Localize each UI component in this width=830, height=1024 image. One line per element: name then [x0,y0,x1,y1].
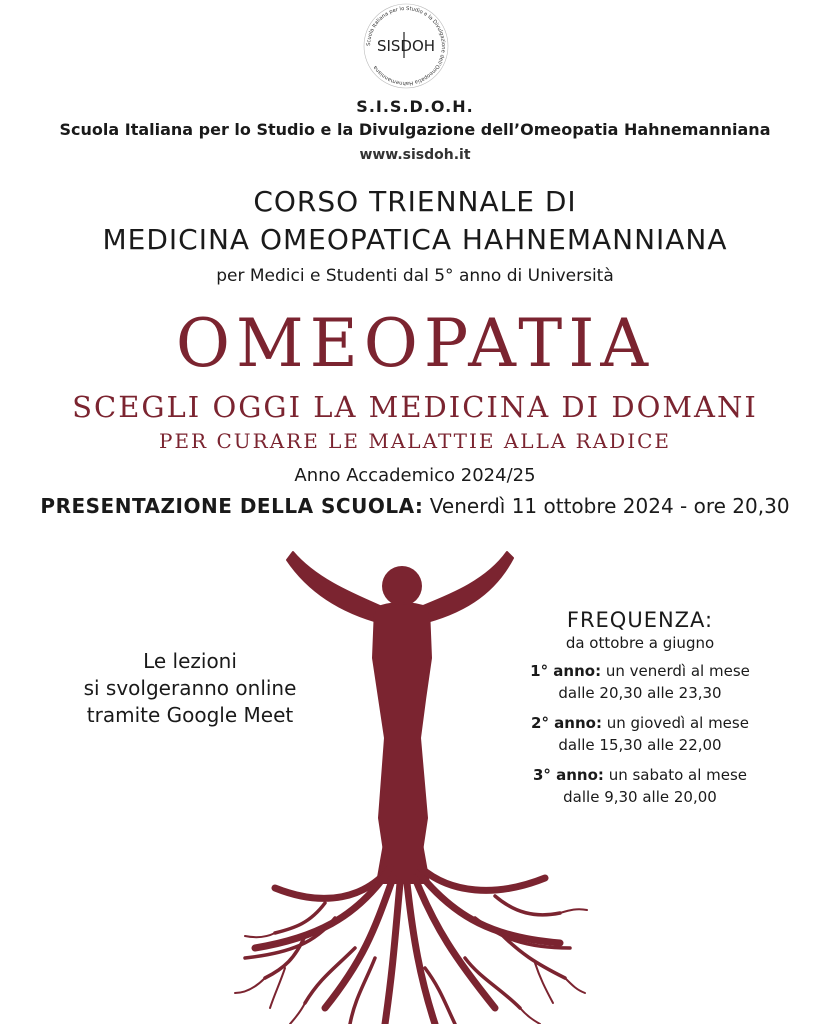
frequency-year-1 [510,660,770,704]
frequency-year-3 [510,764,770,808]
presentation-line [0,494,830,518]
year-hours: dalle 15,30 alle 22,00 [558,736,722,754]
lessons-line2: si svolgeranno online [83,676,297,700]
org-website-link[interactable]: www.sisdoh.it [359,147,471,163]
presentation-label: PRESENTAZIONE DELLA SCUOLA: [40,494,424,518]
year-label: 3° anno: [532,766,604,784]
year-when: un giovedì al mese [601,714,749,732]
course-title-line2: MEDICINA OMEOPATICA HAHNEMANNIANA [102,223,728,256]
org-acronym: S.I.S.D.O.H. [356,97,474,116]
lessons-info [70,648,310,729]
lessons-line1: Le lezioni [143,649,237,673]
year-when: un venerdì al mese [601,662,750,680]
sisdoh-logo [360,0,452,92]
logo-ring-text: Scuola Italiana per lo Studio e la Divulgazione dell'Omeopatia Hahnemanniana [365,5,447,87]
tagline-primary: SCEGLI OGGI LA MEDICINA DI DOMANI [72,390,758,424]
frequency-title: FREQUENZA: [566,608,714,632]
course-target: per Medici e Studenti dal 5° anno di Università [216,266,614,286]
year-when: un sabato al mese [603,766,748,784]
logo-abbr: SISDOH [376,37,436,55]
lessons-line3: tramite Google Meet [86,703,294,727]
year-hours: dalle 9,30 alle 20,00 [563,788,717,806]
frequency-panel [510,608,770,808]
course-title-line1: CORSO TRIENNALE DI [253,185,577,218]
academic-year: Anno Accademico 2024/25 [294,465,536,486]
headline: OMEOPATIA [175,305,655,382]
presentation-date: Venerdì 11 ottobre 2024 - ore 20,30 [423,494,790,518]
org-full-name: Scuola Italiana per lo Studio e la Divulgazione dell’Omeopatia Hahnemanniana [59,120,771,139]
year-hours: dalle 20,30 alle 23,30 [558,684,722,702]
year-label: 2° anno: [531,714,602,732]
tagline-secondary: PER CURARE LE MALATTIE ALLA RADICE [159,429,671,453]
year-label: 1° anno: [530,662,602,680]
frequency-year-2 [510,712,770,756]
frequency-period: da ottobre a giugno [565,634,715,652]
